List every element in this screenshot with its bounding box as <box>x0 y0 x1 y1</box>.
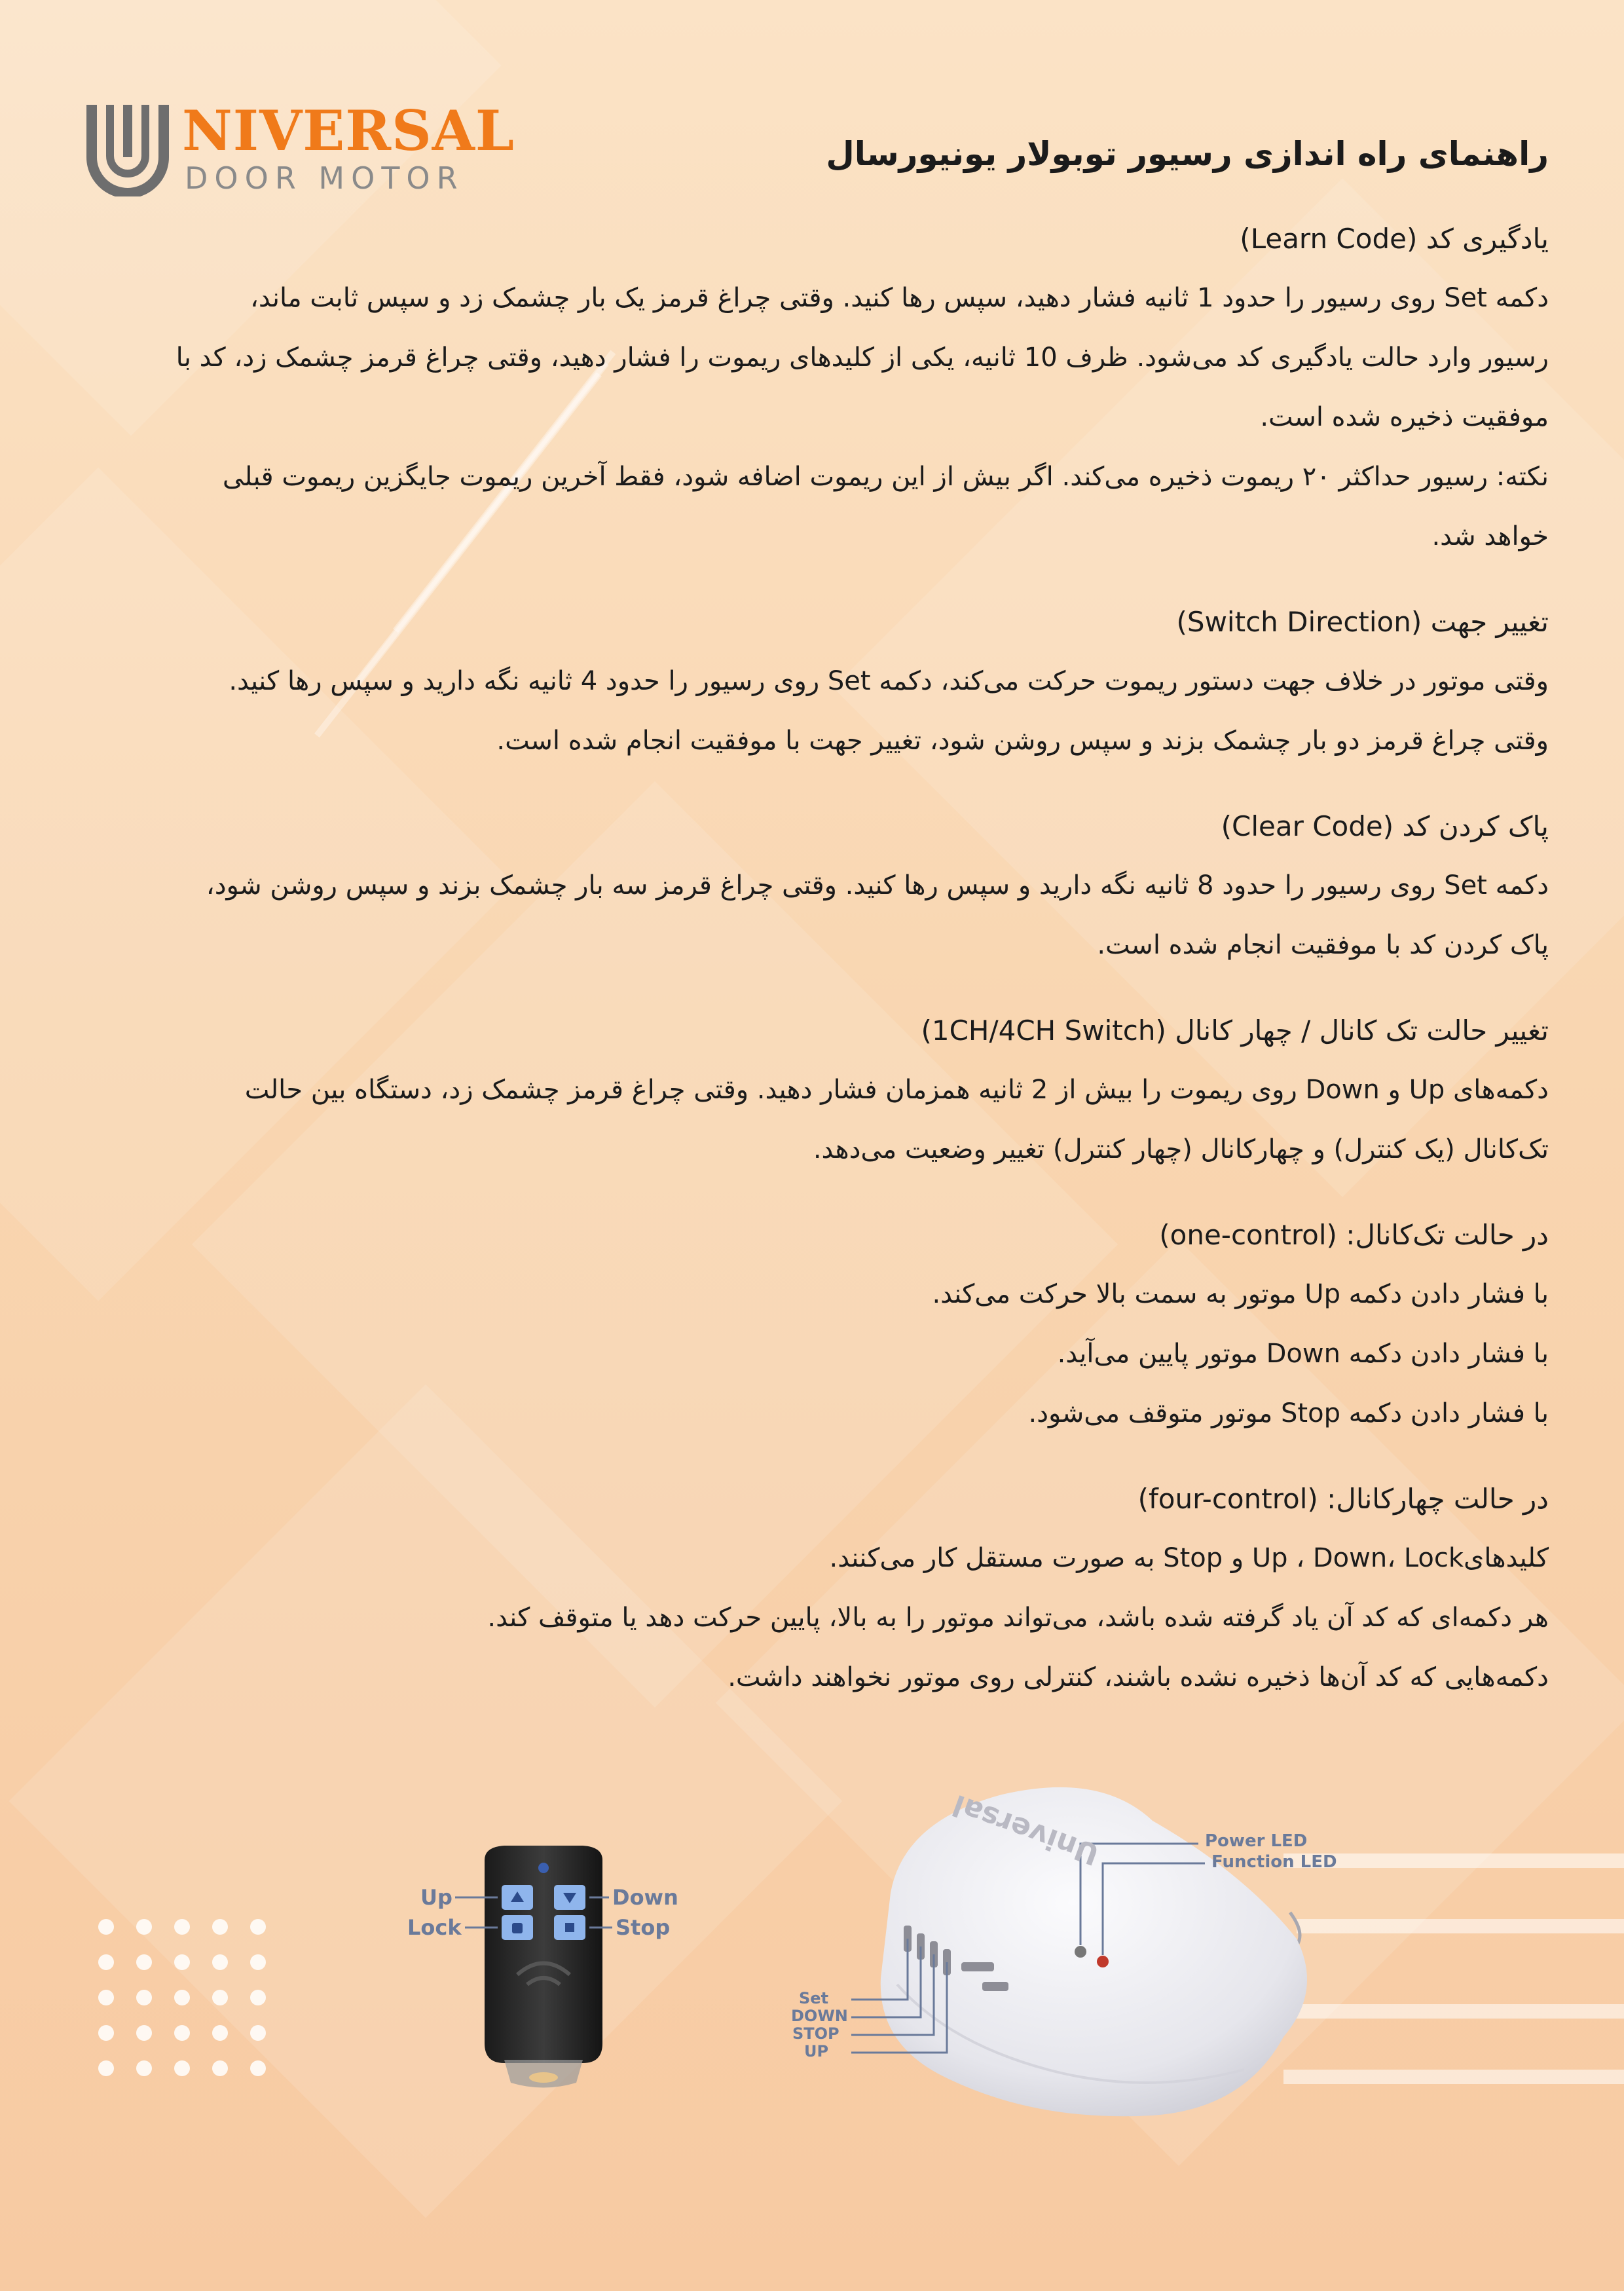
decorative-dots <box>98 1919 288 2076</box>
section-title: تغییر حالت تک کانال / چهار کانال (1CH/4CH Switch) <box>921 1015 1549 1047</box>
receiver-figure <box>786 1742 1375 2135</box>
section-one-control <box>62 1206 1549 1444</box>
remote-label-down: Down <box>612 1885 678 1910</box>
section-title: در حالت تک‌کانال: (one-control) <box>1159 1219 1549 1251</box>
receiver-illustration <box>786 1742 1375 2135</box>
paragraph-line: دکمه‌هایی که کد آن‌ها ذخیره نشده باشند، کنترلی روی موتور نخواهند داشت. <box>728 1662 1549 1692</box>
brand-subtitle: DOOR MOTOR <box>185 160 464 196</box>
paragraph-line: هر دکمه‌ای که کد آن یاد گرفته شده باشد، می‌تواند موتور را به بالا، پایین حرکت دهد یا متوقف کند. <box>487 1603 1549 1633</box>
note-line: نکته: رسیور حداکثر ۲۰ ریموت ذخیره می‌کند. اگر بیش از این ریموت اضافه شود، فقط آخرین ریموت جایگزین ریموت قبلی <box>222 462 1549 492</box>
receiver-label-power-led: Power LED <box>1205 1831 1308 1851</box>
section-title: یادگیری کد (Learn Code) <box>1240 223 1549 255</box>
paragraph-line: موفقیت ذخیره شده است. <box>1260 402 1549 432</box>
section-switch-direction <box>62 593 1549 771</box>
paragraph-line: کلیدهایUp ، Down، Lock و Stop به صورت مستقل کار می‌کنند. <box>829 1543 1549 1573</box>
paragraph-line: با فشار دادن دکمه Down موتور پایین می‌آید. <box>1057 1339 1549 1369</box>
paragraph-line: پاک کردن کد با موفقیت انجام شده است. <box>1097 930 1549 960</box>
section-four-control <box>62 1470 1549 1707</box>
manual-content <box>62 111 1549 1734</box>
section-title: پاک کردن کد (Clear Code) <box>1221 810 1549 842</box>
remote-label-stop: Stop <box>616 1915 671 1940</box>
paragraph-line: با فشار دادن دکمه Stop موتور متوقف می‌شود. <box>1028 1398 1549 1428</box>
receiver-label-stop: STOP <box>792 2024 840 2043</box>
receiver-label-down: DOWN <box>791 2007 848 2025</box>
remote-figure <box>393 1834 733 2135</box>
paragraph-line: وقتی چراغ قرمز دو بار چشمک بزند و سپس روشن شود، تغییر جهت با موفقیت انجام شده است. <box>496 726 1549 756</box>
receiver-label-function-led: Function LED <box>1211 1852 1337 1872</box>
section-learn-code <box>62 210 1549 567</box>
section-clear-code <box>62 797 1549 975</box>
brand-word: NIVERSAL <box>182 98 515 163</box>
section-title: تغییر جهت (Switch Direction) <box>1176 606 1549 638</box>
remote-control-illustration <box>393 1834 733 2135</box>
paragraph-line: دکمه Set روی رسیور را حدود 1 ثانیه فشار دهید، سپس رها کنید. وقتی چراغ قرمز یک بار چشمک زد و سپس ثابت ماند، <box>250 283 1549 313</box>
receiver-label-up: UP <box>804 2042 829 2060</box>
receiver-brand-text: Universal <box>948 1787 1104 1872</box>
section-title: در حالت چهارکانال: (four-control) <box>1137 1483 1549 1515</box>
page-title: راهنمای راه اندازی رسیور توبولار یونیورسال <box>826 135 1549 173</box>
note-line: خواهد شد. <box>1431 521 1549 551</box>
section-channel-switch <box>62 1001 1549 1180</box>
paragraph-line: تک‌کانال (یک کنترل) و چهارکانال (چهار کنترل) تغییر وضعیت می‌دهد. <box>813 1134 1549 1164</box>
paragraph-line: دکمه Set روی رسیور را حدود 8 ثانیه نگه دارید و سپس رها کنید. وقتی چراغ قرمز سه بار چشمک بزند و سپس روشن شود، <box>206 870 1549 901</box>
receiver-label-set: Set <box>799 1989 829 2007</box>
remote-label-up: Up <box>420 1885 452 1910</box>
paragraph-line: با فشار دادن دکمه Up موتور به سمت بالا حرکت می‌کند. <box>932 1279 1549 1309</box>
paragraph-line: رسیور وارد حالت یادگیری کد می‌شود. ظرف 10 ثانیه، یکی از کلیدهای ریموت را فشار دهید، وقتی چراغ قرمز چشمک زد، کد با <box>175 343 1549 373</box>
remote-label-lock: Lock <box>407 1915 462 1940</box>
paragraph-line: وقتی موتور در خلاف جهت دستور ریموت حرکت می‌کند، دکمه Set روی رسیور را حدود 4 ثانیه نگه دارید و سپس رها کنید. <box>229 666 1549 696</box>
paragraph-line: دکمه‌های Up و Down روی ریموت را بیش از 2 ثانیه همزمان فشار دهید. وقتی چراغ قرمز چشمک زد، دستگاه بین حالت <box>244 1075 1549 1105</box>
